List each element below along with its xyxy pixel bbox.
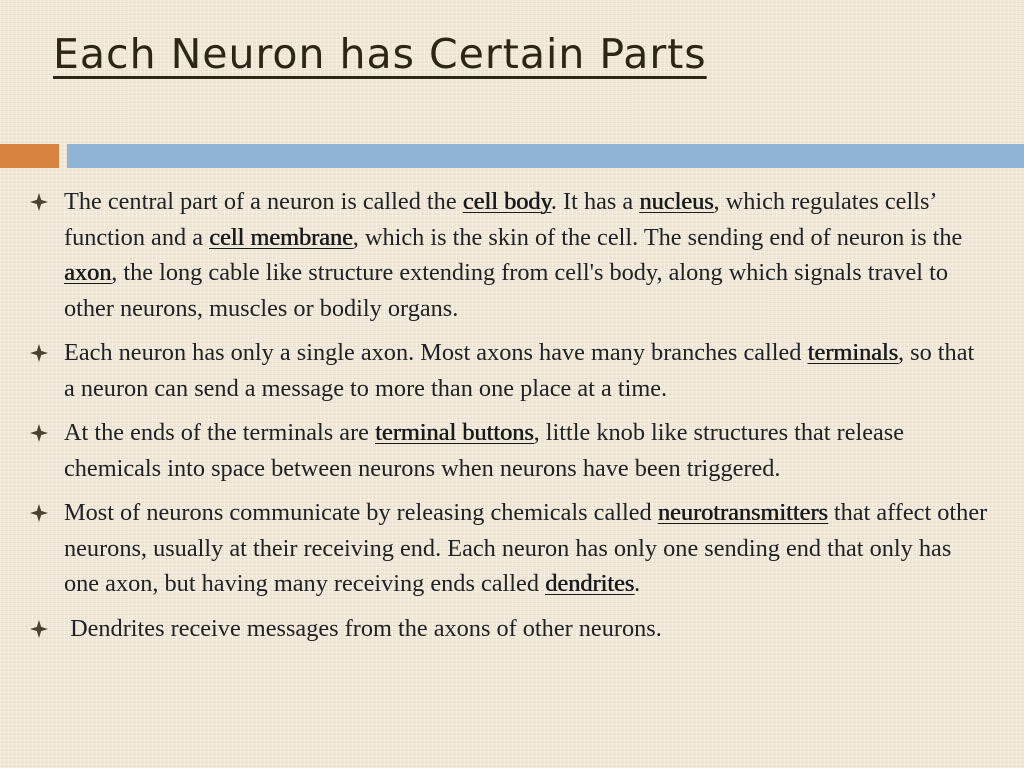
bullet-text: , the long cable like structure extending from cell's body, along which signals travel to other neurons, muscles or bodily organs. (64, 259, 949, 322)
bullet-list (30, 184, 990, 655)
bullet-text: , which regulates cells’ function and a (64, 188, 936, 251)
keyword-cell-body: cell body (462, 188, 551, 215)
accent-band-right (67, 144, 1024, 168)
bullet-item-terminal-buttons (30, 415, 990, 486)
keyword-axon: axon (64, 259, 112, 286)
bullet-item-terminals (30, 335, 990, 406)
bullet-item-neurotransmitters (30, 495, 990, 602)
bullet-text: . (634, 570, 641, 597)
bullet-text: Most of neurons communicate by releasing chemicals called (64, 499, 658, 526)
bullet-text: , little knob like structures that release chemicals into space between neurons when neurons have been triggered. (64, 419, 905, 482)
bullet-text: , so that a neuron can send a message to more than one place at a time. (64, 339, 975, 402)
bullet-text: Each neuron has only a single axon. Most axons have many branches called (64, 339, 808, 366)
four-point-star-icon (30, 504, 48, 522)
bullet-text: that affect other neurons, usually at their receiving end. Each neuron has only one sending end that only has one axon, but having many receiving ends called (64, 499, 988, 597)
keyword-terminals: terminals (807, 339, 898, 366)
keyword-neurotransmitters: neurotransmitters (657, 499, 828, 526)
bullet-text: Dendrites receive messages from the axons of other neurons. (64, 614, 662, 642)
four-point-star-icon (30, 620, 48, 638)
keyword-dendrites: dendrites (545, 570, 635, 597)
four-point-star-icon (30, 344, 48, 362)
four-point-star-icon (30, 193, 48, 211)
bullet-item-dendrites (30, 611, 990, 647)
bullet-item-cell-body (30, 184, 990, 326)
slide-title: Each Neuron has Certain Parts (53, 30, 707, 78)
four-point-star-icon (30, 424, 48, 442)
bullet-text: The central part of a neuron is called the (64, 188, 463, 215)
bullet-text: , which is the skin of the cell. The sending end of neuron is the (352, 223, 963, 251)
keyword-nucleus: nucleus (639, 188, 714, 215)
keyword-cell-membrane: cell membrane (209, 223, 353, 251)
bullet-text: . It has a (550, 188, 640, 215)
keyword-terminal-buttons: terminal buttons (375, 419, 534, 446)
accent-band-left (0, 144, 59, 168)
bullet-text: At the ends of the terminals are (64, 419, 376, 446)
